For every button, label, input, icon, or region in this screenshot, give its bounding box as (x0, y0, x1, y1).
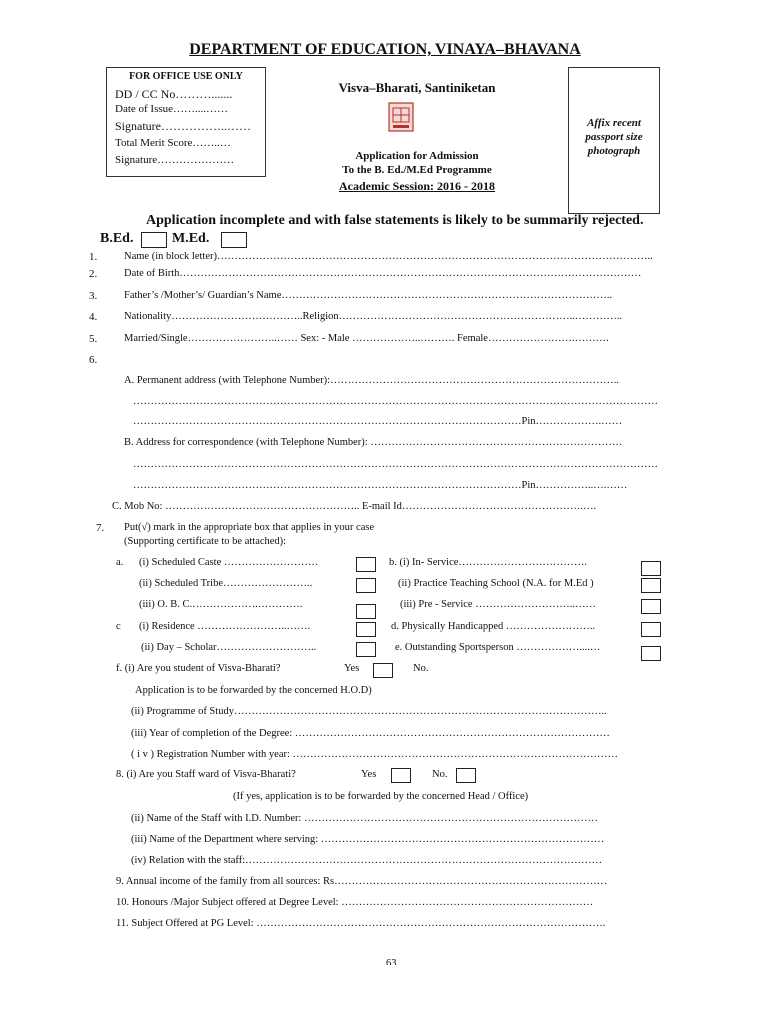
visva-bharati-student-question: f. (i) Are you student of Visva-Bharati? (116, 663, 281, 674)
office-line-dd: DD / CC No………....... (115, 87, 233, 101)
staff-ward-yes-label: Yes (361, 769, 377, 780)
programme-of-study-field[interactable]: (ii) Programme of Study…………………………………………………………………………………………….. (131, 706, 607, 717)
sportsperson-checkbox[interactable] (641, 646, 661, 661)
bed-checkbox[interactable] (141, 232, 167, 248)
office-use-box (106, 67, 266, 177)
field-4-number: 4. (89, 311, 98, 323)
field-5-number: 5. (89, 333, 98, 345)
pre-service-checkbox[interactable] (641, 599, 661, 614)
sportsperson-label: e. Outstanding Sportsperson ………………....… (395, 642, 601, 653)
in-service-label: b. (i) In- Service………………………………. (389, 557, 588, 568)
field-3-number: 3. (89, 290, 98, 302)
staff-relation-field[interactable]: (iv) Relation with the staff:………………………………………………………………………………………… (131, 855, 603, 866)
category-a-label: a. (116, 557, 124, 568)
staff-ward-note: (If yes, application is to be forwarded by the concerned Head / Office) (233, 791, 529, 802)
correspondence-address-pin[interactable]: …………………………………………………………………………………………………Pin……………..….…… (133, 480, 628, 491)
scheduled-caste-label: (i) Scheduled Caste ……………………… (139, 557, 319, 568)
field-2-number: 2. (89, 268, 98, 280)
in-service-checkbox[interactable] (641, 561, 661, 576)
degree-completion-year-field[interactable]: (iii) Year of completion of the Degree: ……………………………………………………………………………… (131, 728, 610, 739)
obc-checkbox[interactable] (356, 604, 376, 619)
photo-instruction: Affix recent passport size photograph (585, 117, 643, 157)
med-label: M.Ed. (172, 231, 210, 246)
practice-teaching-checkbox[interactable] (641, 578, 661, 593)
obc-label: (iii) O. B. C.……………….…………. (139, 599, 303, 610)
warning-text: Application incomplete and with false statements is likely to be summarily rejected. (146, 213, 644, 228)
pre-service-label: (iii) Pre - Service ………………………..…… (400, 599, 596, 610)
university-emblem-icon (388, 102, 414, 132)
field-1-number: 1. (89, 251, 98, 263)
scheduled-caste-checkbox[interactable] (356, 557, 376, 572)
scheduled-tribe-checkbox[interactable] (356, 578, 376, 593)
marital-sex-field[interactable]: Married/Single……………………..…… Sex: - Male ………………..………. Female…………………….………. (124, 333, 609, 344)
photo-box (568, 67, 660, 214)
permanent-address-field[interactable]: A. Permanent address (with Telephone Number):……………………………………………………………………….. (124, 375, 619, 386)
field-6-number: 6. (89, 354, 98, 366)
category-c-label: c (116, 621, 121, 632)
physically-handicapped-label: d. Physically Handicapped …………………….. (391, 621, 596, 632)
university-name: Visva–Bharati, Santiniketan (338, 80, 496, 95)
office-line-signature: Signature……………..…… (115, 119, 251, 133)
residence-checkbox[interactable] (356, 622, 376, 637)
mobile-email-field[interactable]: C. Mob No: ……………………………………………….. E-mail Id…………………………………………….…. (112, 501, 597, 512)
pg-subject-field[interactable]: 11. Subject Offered at PG Level: ………………………………………………………………………………………. (116, 918, 606, 929)
practice-teaching-label: (ii) Practice Teaching School (N.A. for M.Ed ) (398, 578, 594, 589)
permanent-address-line[interactable]: …………………………………………………………………………………………………………………………………… (133, 396, 658, 407)
med-checkbox[interactable] (221, 232, 247, 248)
page-title: DEPARTMENT OF EDUCATION, VINAYA–BHAVANA (189, 41, 581, 58)
degree-subject-field[interactable]: 10. Honours /Major Subject offered at Degree Level: ……………………………………………………………… (116, 897, 594, 908)
office-line-signature-2: Signature………………… (115, 154, 235, 166)
scheduled-tribe-label: (ii) Scheduled Tribe…………………….. (139, 578, 313, 589)
bed-label: B.Ed. (100, 231, 134, 246)
permanent-address-pin[interactable]: …………………………………………………………………………………………………Pin……………….…… (133, 416, 623, 427)
staff-ward-no-checkbox[interactable] (456, 768, 476, 783)
office-use-heading: FOR OFFICE USE ONLY (129, 71, 243, 82)
category-instruction-sub: (Supporting certificate to be attached): (124, 536, 287, 547)
student-no-label: No. (413, 663, 429, 674)
staff-department-field[interactable]: (iii) Name of the Department where serving: ……………………………………………………………………… (131, 834, 605, 845)
office-line-merit: Total Merit Score……..… (115, 137, 231, 149)
name-field[interactable]: Name (in block letter)…………………………………………………………………………………………………………….. (124, 251, 653, 262)
physically-handicapped-checkbox[interactable] (641, 622, 661, 637)
guardian-name-field[interactable]: Father’s /Mother’s/ Guardian’s Name………………………………………………………………………………….. (124, 290, 613, 301)
correspondence-address-line[interactable]: …………………………………………………………………………………………………………………………………… (133, 459, 658, 470)
field-7-number: 7. (96, 522, 105, 534)
residence-label: (i) Residence ……………………..……. (139, 621, 311, 632)
office-line-date: Date of Issue……....…… (115, 103, 229, 115)
staff-ward-no-label: No. (432, 769, 448, 780)
dob-field[interactable]: Date of Birth…………………………………………………………………………………………………………………… (124, 268, 642, 279)
staff-name-id-field[interactable]: (ii) Name of the Staff with I.D. Number: ………………………………………………………………………… (131, 813, 599, 824)
academic-session: Academic Session: 2016 - 2018 (339, 179, 495, 193)
application-line-2: To the B. Ed./M.Ed Programme (342, 164, 492, 176)
hod-forward-note: Application is to be forwarded by the concerned H.O.D) (135, 685, 372, 696)
staff-ward-question: 8. (i) Are you Staff ward of Visva-Bharati? (116, 769, 296, 780)
student-yes-label: Yes (344, 663, 360, 674)
staff-ward-yes-checkbox[interactable] (391, 768, 411, 783)
page-number: 63 (386, 958, 397, 965)
family-income-field[interactable]: 9. Annual income of the family from all sources: Rs…………………………………………………………………… (116, 876, 608, 887)
application-line-1: Application for Admission (355, 150, 479, 162)
registration-number-field[interactable]: ( i v ) Registration Number with year: ………………………………………………………………………………… (131, 749, 619, 760)
nationality-religion-field[interactable]: Nationality………………………………..Religion…………………………………………………………..………….. (124, 311, 623, 322)
day-scholar-label: (ii) Day – Scholar……………………….. (141, 642, 317, 653)
category-instruction: Put(√) mark in the appropriate box that applies in your case (124, 522, 375, 533)
correspondence-address-field[interactable]: B. Address for correspondence (with Telephone Number): ……………………………………………………………… (124, 437, 623, 448)
day-scholar-checkbox[interactable] (356, 642, 376, 657)
student-yes-checkbox[interactable] (373, 663, 393, 678)
